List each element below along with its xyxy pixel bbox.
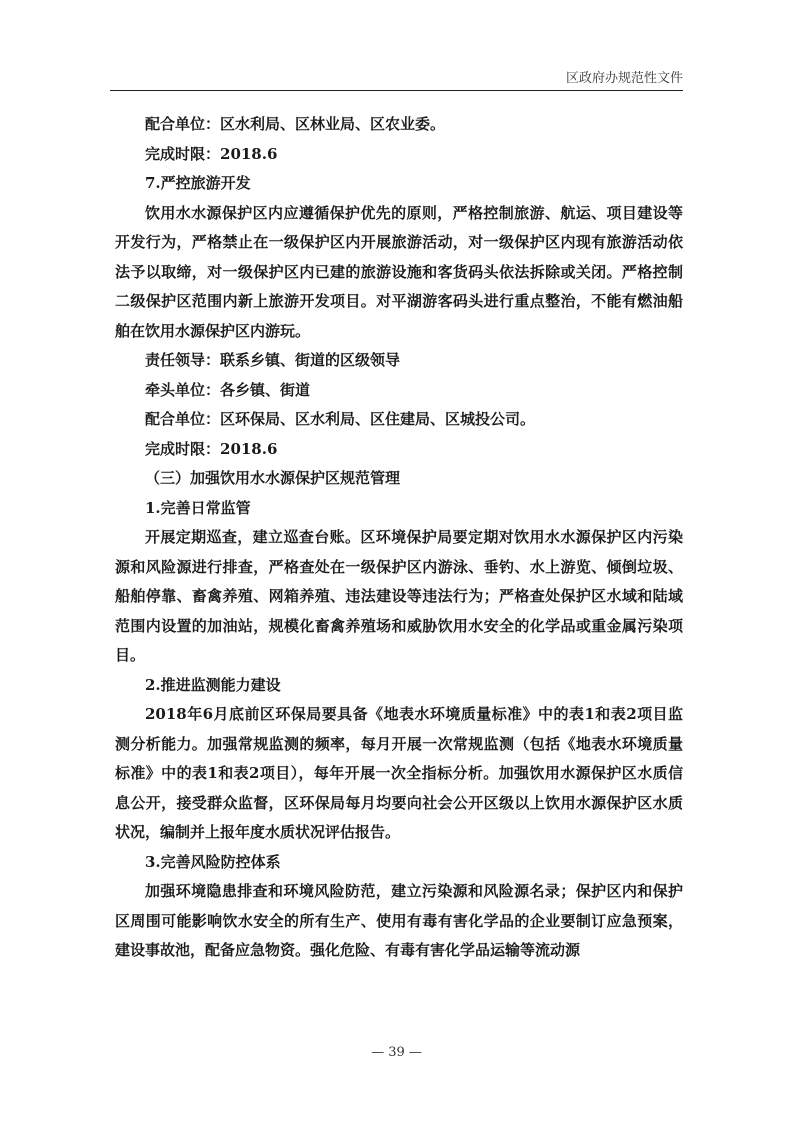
paragraph-deadline-1: 完成时限：2018.6: [145, 144, 278, 163]
heading-risk-prevention: 3.完善风险防控体系: [145, 852, 281, 871]
heading-monitoring-capacity: 2.推进监测能力建设: [145, 675, 281, 694]
paragraph-daily-supervision: 开展定期巡查，建立巡查台账。区环境保护局要定期对饮用水水源保护区内污染源和风险源进行排查，严格查处在一级保护区内游泳、垂钓、水上游览、倾倒垃圾、船舶停靠、畜禽养殖、网箱养殖、违法建设等违法行为；严格查处保护区水域和陆域范围内设置的加油站，规模化畜禽养殖场和威胁饮用水安全的化学品或重金属污染项目。: [115, 528, 683, 664]
paragraph-cooperating-units-1: 配合单位：区水利局、区林业局、区农业委。: [145, 115, 446, 133]
paragraph-risk-prevention: 加强环境隐患排查和环境风险防范，建立污染源和风险源名录；保护区内和保护区周围可能影响饮水安全的所有生产、使用有毒有害化学品的企业要制订应急预案，建设事故池，配备应急物资。强化危险、有毒有害化学品运输等流动源: [115, 882, 683, 959]
document-body: [115, 110, 683, 966]
heading-tourism-control: 7.严控旅游开发: [145, 174, 251, 192]
paragraph-deadline-2: 完成时限：2018.6: [145, 439, 278, 458]
page-header: [110, 68, 683, 91]
page-number: — 39 —: [371, 1045, 422, 1060]
paragraph-responsible-leader: 责任领导：联系乡镇、街道的区级领导: [145, 351, 401, 369]
paragraph-tourism-control: 饮用水水源保护区内应遵循保护优先的原则，严格控制旅游、航运、项目建设等开发行为，严格禁止在一级保护区内开展旅游活动，对一级保护区内现有旅游活动依法予以取缔，对一级保护区内已建的旅游设施和客货码头依法拆除或关闭。严格控制二级保护区范围内新上旅游开发项目。对平湖游客码头进行重点整治，不能有燃油船舶在饮用水源保护区内游玩。: [115, 203, 683, 340]
heading-section-three: （三）加强饮用水水源保护区规范管理: [145, 469, 401, 487]
paragraph-cooperating-units-2: 配合单位：区环保局、区水利局、区住建局、区城投公司。: [145, 410, 536, 428]
heading-daily-supervision: 1.完善日常监管: [145, 498, 251, 517]
paragraph-lead-unit: 牵头单位：各乡镇、街道: [145, 380, 311, 399]
header-title: 区政府办规范性文件: [565, 71, 683, 86]
paragraph-monitoring-capacity: 2018年6月底前区环保局要具备《地表水环境质量标准》中的表1和表2项目监测分析能力。加强常规监测的频率，每月开展一次常规监测（包括《地表水环境质量标准》中的表1和表2项目），每年开展一次全指标分析。加强饮用水源保护区水质信息公开，接受群众监督，区环保局每月均要向社会公开区级以上饮用水源保护区水质状况，编制并上报年度水质状况评估报告。: [115, 705, 683, 841]
